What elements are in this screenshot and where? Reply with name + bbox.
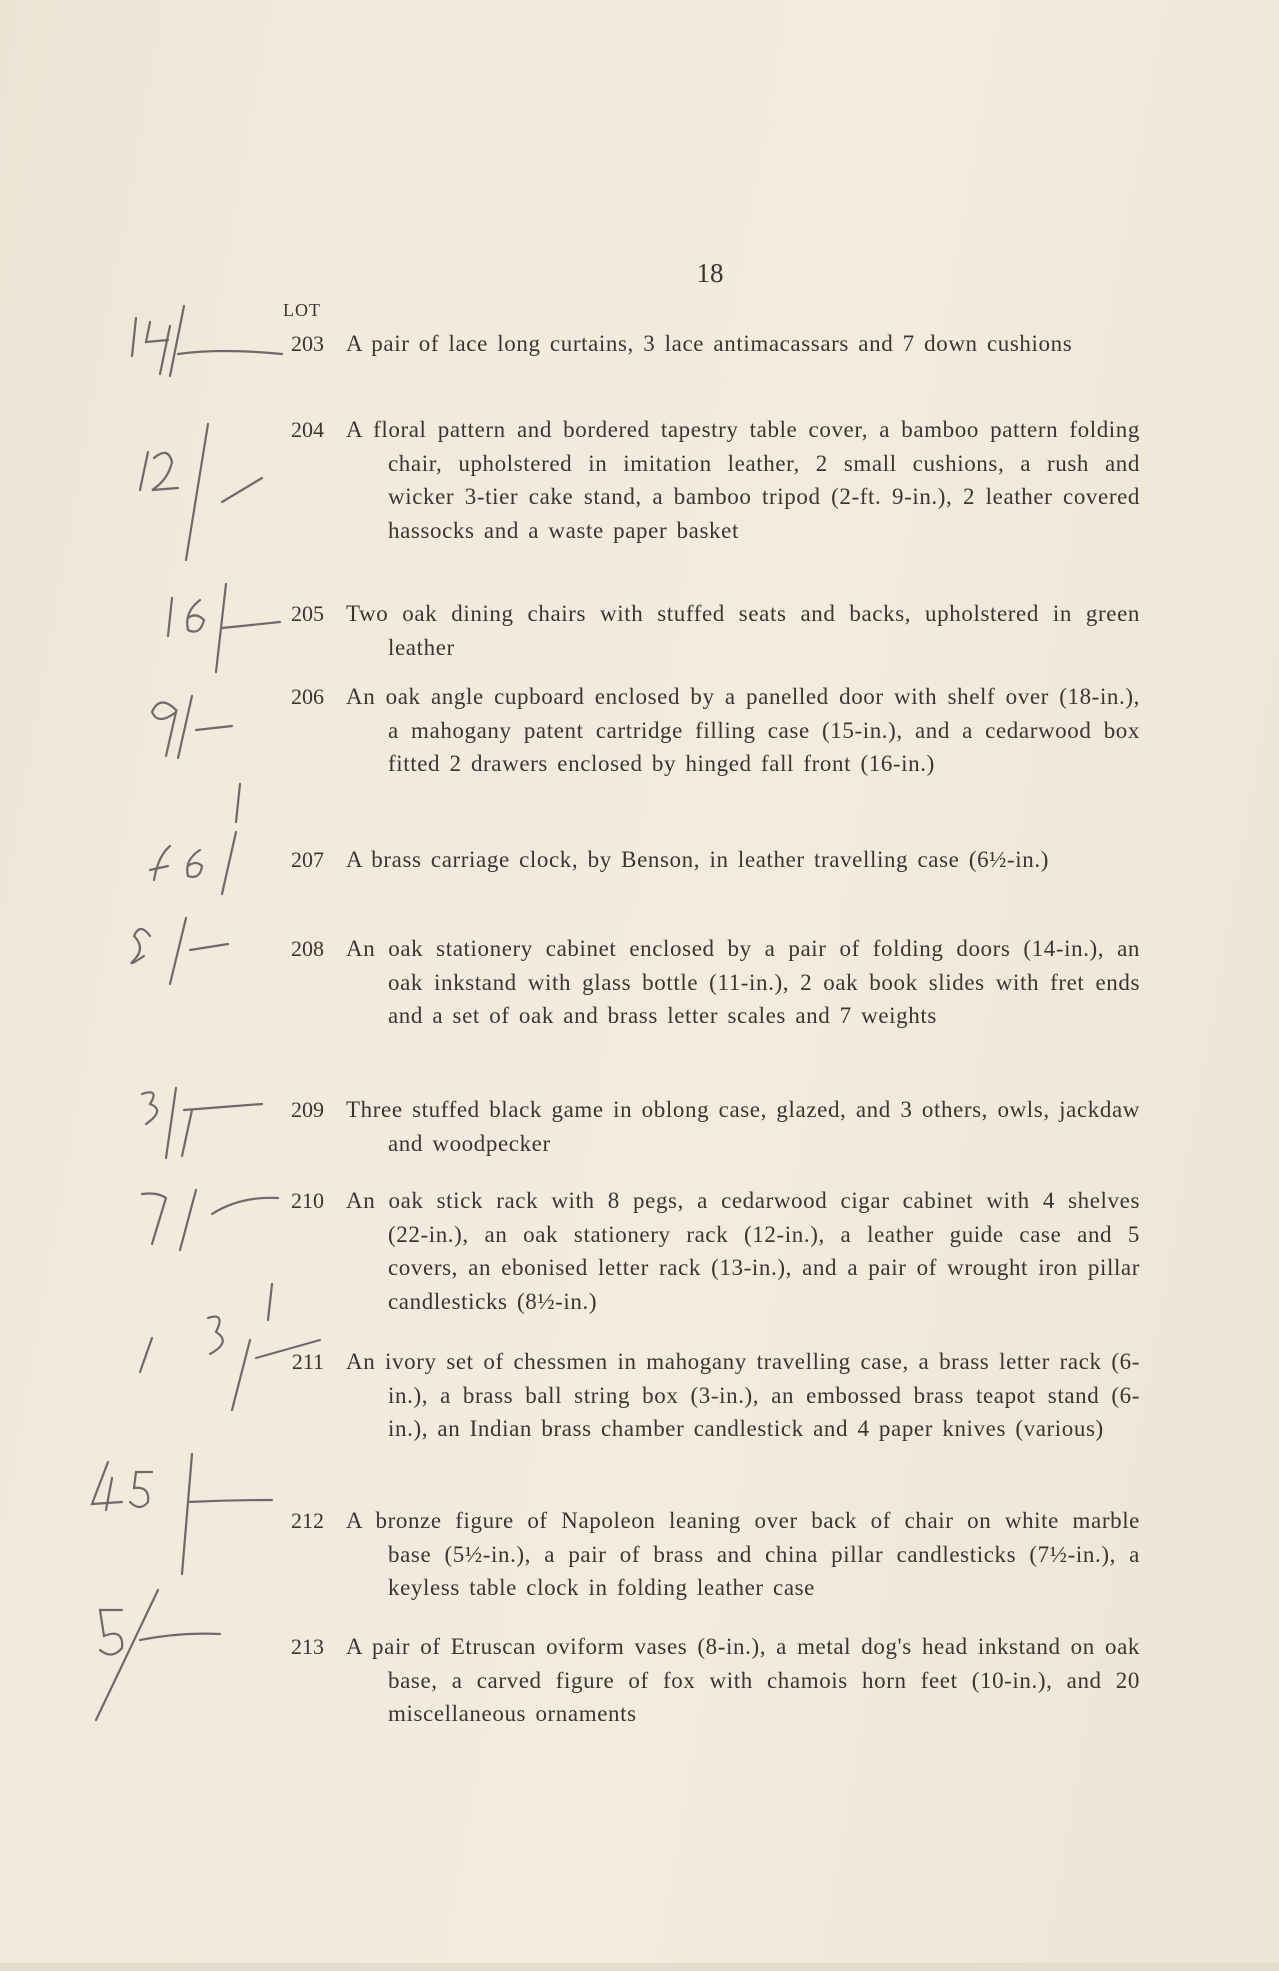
- handwritten-price-208: [132, 918, 228, 984]
- lot-description: An oak stationery cabinet enclosed by a pair of folding doors (14-in.), an oak inkstand with glass bottle (11-in.), 2 oak book slides with fret ends and a set of oak and brass letter scales and 7 weights: [346, 936, 1140, 1028]
- handwritten-price-213: [96, 1590, 220, 1720]
- lot-number: 207: [291, 847, 324, 872]
- lot-number: 209: [291, 1097, 324, 1122]
- handwritten-price-209: [142, 1088, 262, 1158]
- lot-description: A brass carriage clock, by Benson, in leather travelling case (6½-in.): [346, 847, 1049, 872]
- handwritten-price-212: [92, 1454, 272, 1574]
- lot-number: 203: [291, 331, 324, 356]
- lot-description: An ivory set of chessmen in mahogany travelling case, a brass letter rack (6-in.), a brass ball string box (3-in.), an embossed brass teapot stand (6-in.), an Indian brass chamber candlestick and 4 paper knives (various): [346, 1349, 1140, 1441]
- lot-description: An oak angle cupboard enclosed by a panelled door with shelf over (18-in.), a mahogany patent cartridge filling case (15-in.), and a cedarwood box fitted 2 drawers enclosed by hinged fall front (16-in.): [346, 684, 1140, 776]
- lot-number: 205: [291, 601, 324, 626]
- lot-description: A bronze figure of Napoleon leaning over back of chair on white marble base (5½-in.), a pair of brass and china pillar candlesticks (7½-in.), a keyless table clock in folding leather case: [346, 1508, 1140, 1600]
- lot-description: A floral pattern and bordered tapestry table cover, a bamboo pattern folding chair, upholstered in imitation leather, 2 small cushions, a rush and wicker 3-tier cake stand, a bamboo tripod (2-ft. 9-in.), 2 leather covered hassocks and a waste paper basket: [346, 417, 1140, 543]
- lot-description: A pair of Etruscan oviform vases (8-in.), a metal dog's head inkstand on oak base, a carved figure of fox with chamois horn feet (10-in.), and 20 miscellaneous ornaments: [346, 1634, 1140, 1726]
- lot-column-header: LOT: [283, 300, 321, 320]
- lot-number: 210: [291, 1188, 324, 1213]
- handwritten-price-204: [140, 424, 262, 560]
- lot-description: An oak stick rack with 8 pegs, a cedarwood cigar cabinet with 4 shelves (22-in.), an oak stationery rack (12-in.), a leather guide case and 5 covers, an ebonised letter rack (13-in.), and a pair of wrought iron pillar candlesticks (8½-in.): [346, 1188, 1140, 1314]
- handwritten-price-211: [140, 1317, 320, 1410]
- handwritten-price-206: [152, 696, 240, 822]
- lot-number: 208: [291, 936, 324, 961]
- page-bottom-edge: [0, 1963, 1279, 1971]
- lot-description: A pair of lace long curtains, 3 lace antimacassars and 7 down cushions: [346, 331, 1073, 356]
- lot-description: Three stuffed black game in oblong case, glazed, and 3 others, owls, jackdaw and woodpecker: [346, 1097, 1140, 1156]
- lot-number: 204: [291, 417, 324, 442]
- handwritten-price-210: [142, 1190, 278, 1320]
- lot-description: Two oak dining chairs with stuffed seats and backs, upholstered in green leather: [346, 601, 1140, 660]
- handwritten-price-203: [132, 306, 282, 376]
- page-number: 18: [696, 258, 724, 288]
- handwritten-price-207: [150, 832, 236, 894]
- handwritten-price-205: [168, 584, 280, 672]
- lot-number: 212: [291, 1508, 324, 1533]
- lot-number: 211: [291, 1349, 324, 1374]
- lot-number: 206: [291, 684, 324, 709]
- lot-number: 213: [291, 1634, 324, 1659]
